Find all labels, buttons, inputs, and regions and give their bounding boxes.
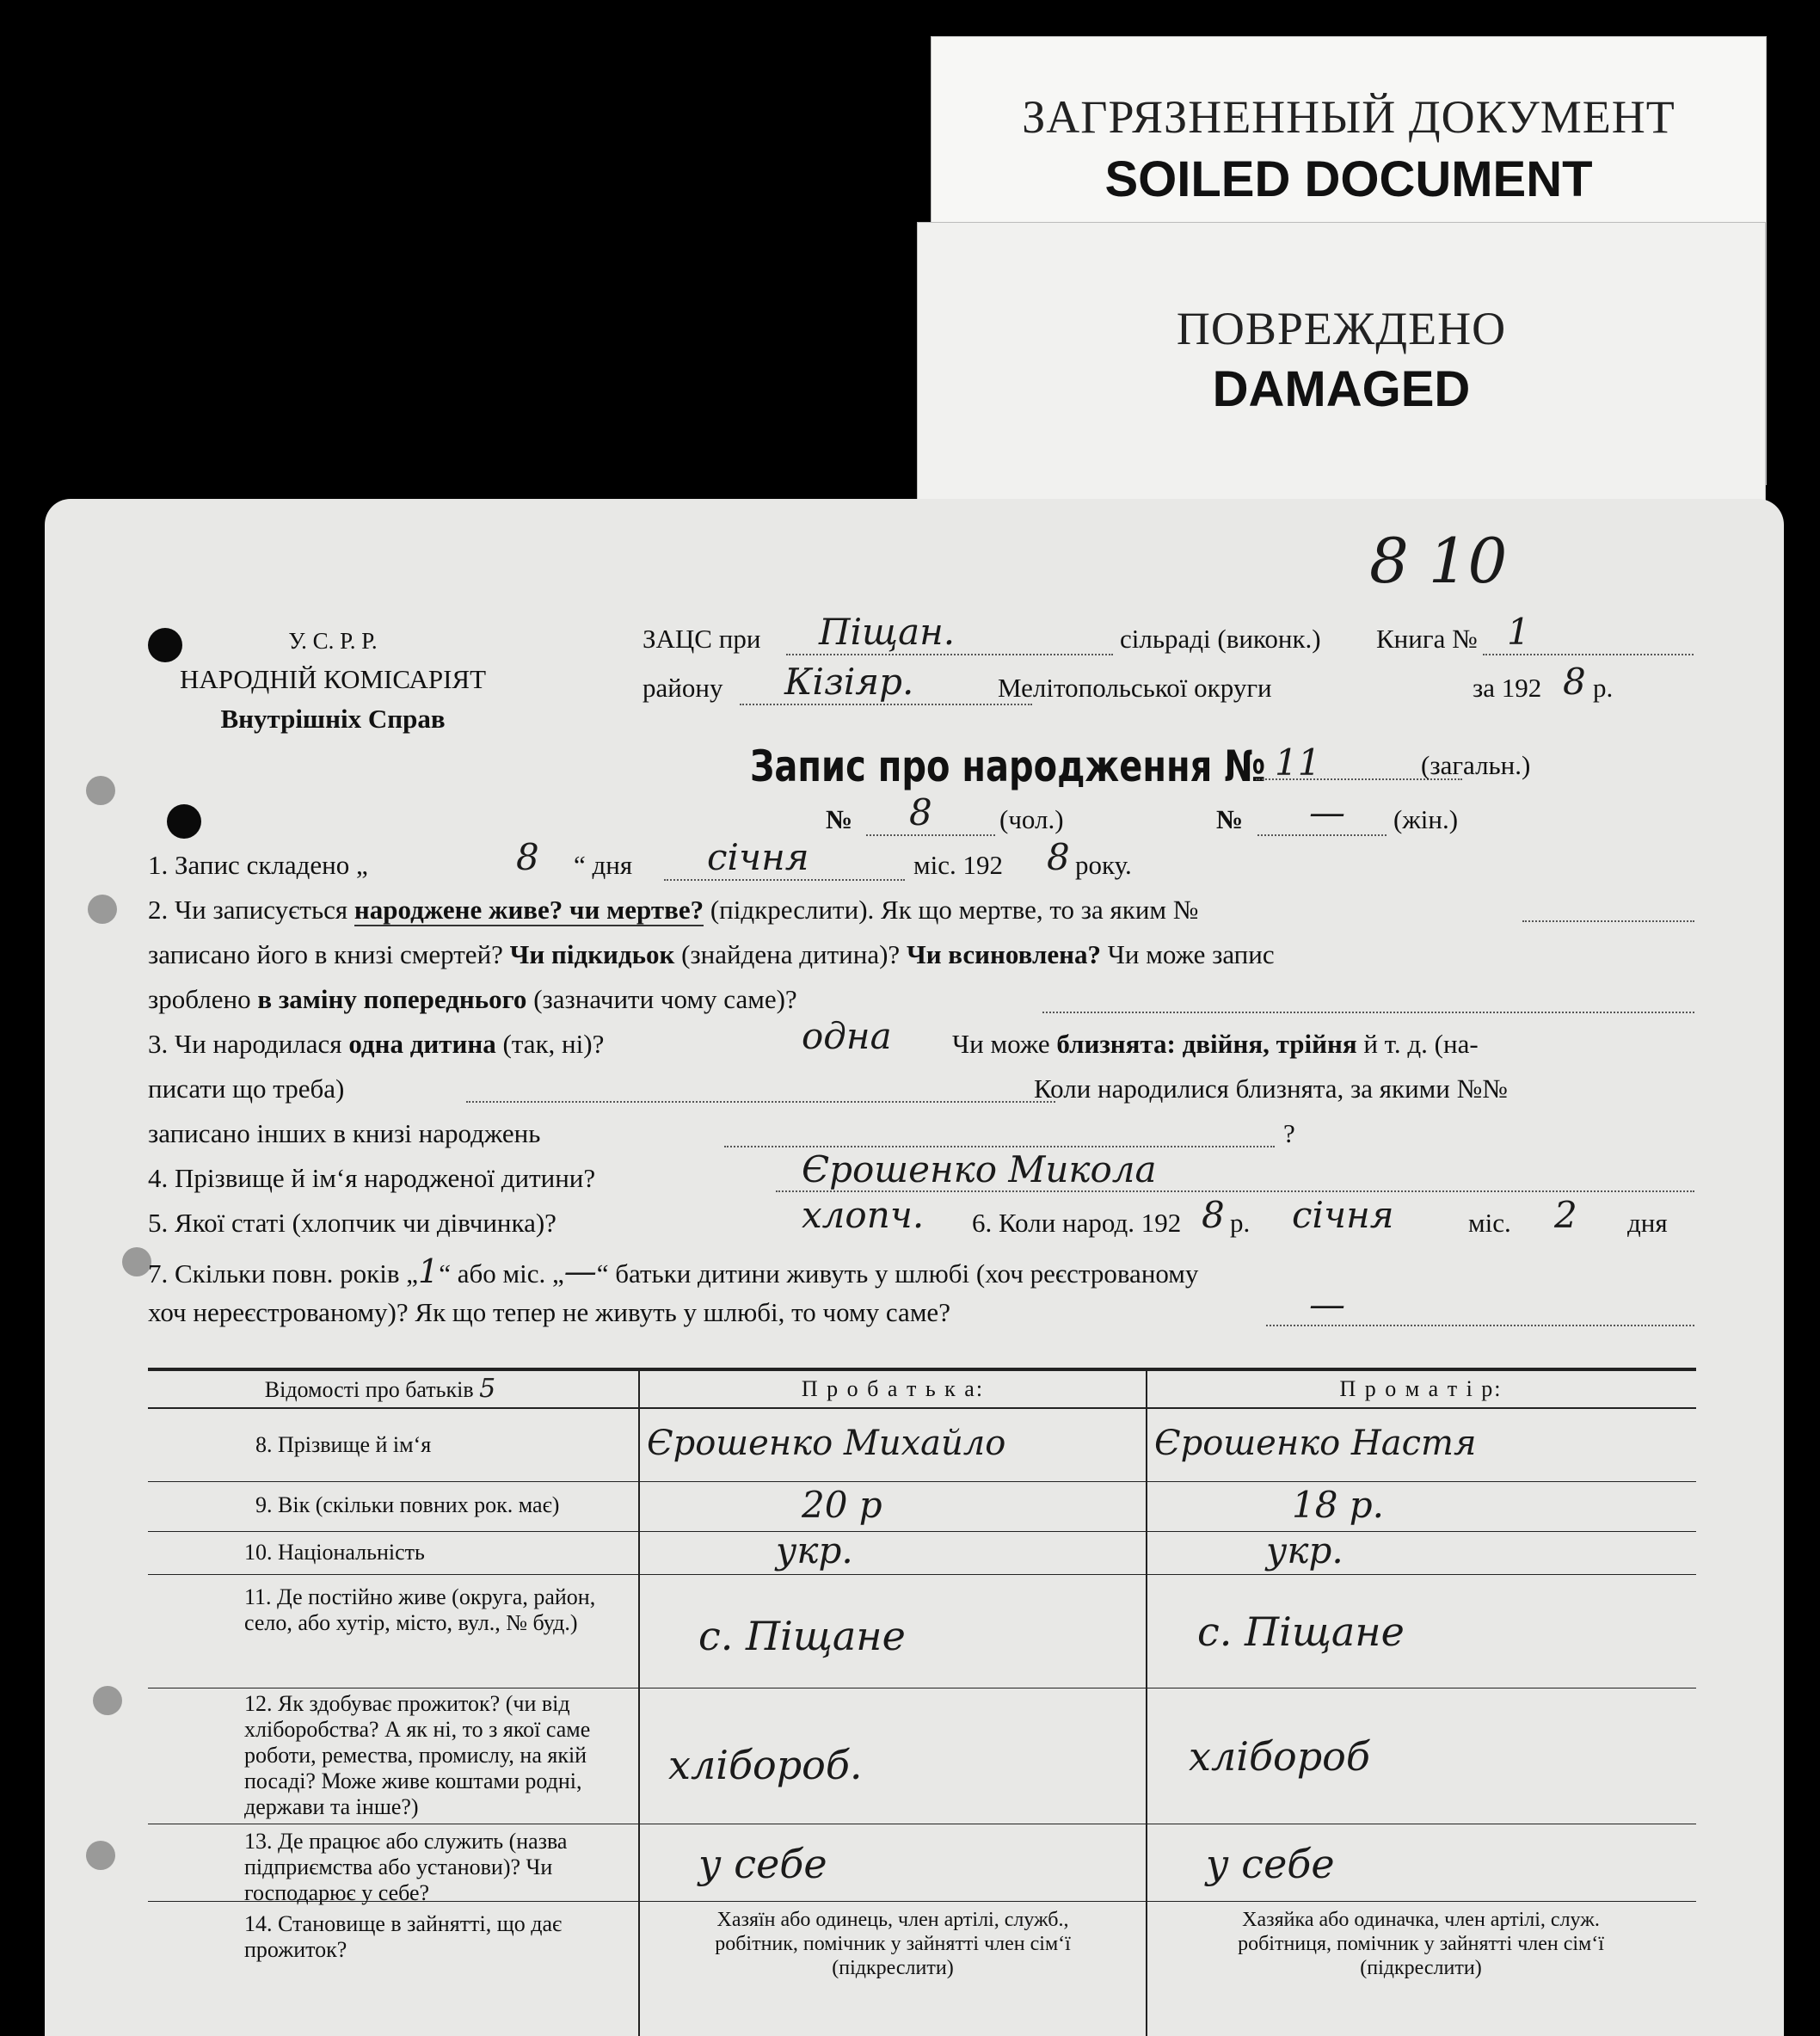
q6-day: 2 <box>1554 1194 1577 1236</box>
father-residence: с. Піщане <box>698 1613 906 1659</box>
q4-label: 4. Прізвище й ім‘я народженої дитини? <box>148 1163 596 1193</box>
father-occupation-options: Хазяїн або одинець, член артілі, служб., робітник, помічник у зайнятті член сім‘ї (підкреслити) <box>715 1909 1071 1979</box>
birth-record-form <box>45 499 1784 2036</box>
father-age: 20 р <box>802 1484 882 1526</box>
father-nationality: укр. <box>776 1529 853 1572</box>
mother-age: 18 р. <box>1292 1484 1385 1526</box>
record-title: Запис про народження № <box>750 741 1266 791</box>
okrug-label: Мелітопольської округи <box>998 673 1272 703</box>
mother-name: Єрошенко Настя <box>1154 1424 1477 1463</box>
q1-mid: “ дня <box>574 850 633 880</box>
father-workplace: у себе <box>698 1841 827 1887</box>
row-label-occupation-status: 14. Становище в зайнятті, що дає прожиток? <box>244 1911 563 1962</box>
soiled-label-ru: ЗАГРЯЗНЕННЫЙ ДОКУМЕНТ <box>1022 91 1676 143</box>
stain <box>86 776 115 805</box>
general-label: (загальн.) <box>1421 750 1531 780</box>
q3-line1a: 3. Чи народилася одна дитина (так, ні)? <box>148 1029 605 1059</box>
male-number-sign: № <box>826 804 853 834</box>
q6-year: 8 <box>1202 1194 1225 1236</box>
stain <box>122 1247 151 1276</box>
row-label-workplace: 13. Де працює або служить (назва підприємства або установи)? Чи господарює у себе? <box>244 1829 568 1905</box>
punch-hole <box>148 628 182 662</box>
q3-line2b: Коли народилися близнята, за якими №№ <box>1034 1073 1508 1104</box>
department-label: Внутрішніх Справ <box>220 704 446 734</box>
q3-line3b: ? <box>1283 1118 1295 1148</box>
row-label-nationality: 10. Національність <box>244 1540 425 1565</box>
col-header-parents: Відомості про батьків 5 <box>264 1374 496 1404</box>
q7-line2-value: — <box>1309 1283 1345 1326</box>
stain <box>88 895 117 924</box>
q3-line2a: писати що треба) <box>148 1073 345 1104</box>
q4-value: Єрошенко Микола <box>802 1148 1157 1190</box>
q3-answer: одна <box>802 1015 892 1057</box>
q6-mis: міс. <box>1468 1208 1511 1238</box>
row-label-age: 9. Вік (скільки повних рок. має) <box>255 1492 560 1517</box>
mother-occupation-options: Хазяйка або одиначка, член артілі, служ. робітниця, помічник у зайнятті член сім‘ї (підкреслити) <box>1238 1909 1604 1979</box>
soiled-label-en: SOILED DOCUMENT <box>1104 151 1593 207</box>
zags-value: Піщан. <box>819 611 956 653</box>
archive-number: 8 10 <box>1369 525 1508 597</box>
book-value: 1 <box>1507 611 1530 653</box>
mother-nationality: укр. <box>1266 1529 1343 1572</box>
q3-line3a: записано інших в книзі народжень <box>148 1118 541 1148</box>
year-suffix: р. <box>1593 673 1614 703</box>
year-label: за 192 <box>1473 673 1542 703</box>
council-label: сільраді (виконк.) <box>1120 624 1321 654</box>
q2-line2: записано його в книзі смертей? Чи підкидьок (знайдена дитина)? Чи всиновлена? Чи може запис <box>148 939 1275 969</box>
q1-year: 8 <box>1047 836 1070 878</box>
damaged-label-en: DAMAGED <box>1212 361 1471 417</box>
female-label: (жін.) <box>1393 804 1459 834</box>
q3-line1b: Чи може близнята: двійня, трійня й т. д. (на- <box>952 1029 1479 1059</box>
q2-line1: 2. Чи записується народжене живе? чи мертве? (підкреслити). Як що мертве, то за яким № <box>148 895 1199 925</box>
book-label: Книга № <box>1376 624 1478 654</box>
damaged-label-ru: ПОВРЕЖДЕНО <box>1176 303 1507 354</box>
stain <box>86 1841 115 1870</box>
punch-hole <box>167 804 201 839</box>
zags-label: ЗАЦС при <box>643 624 761 654</box>
q5-value: хлопч. <box>802 1194 925 1236</box>
col-header-father: П р о б а т ь к а: <box>801 1376 985 1401</box>
commissariat-label: НАРОДНІЙ КОМІСАРІЯТ <box>179 664 487 694</box>
q6-suffix: дня <box>1627 1208 1668 1238</box>
stain <box>93 1686 122 1715</box>
mother-workplace: у себе <box>1206 1841 1335 1887</box>
q1-month: січня <box>707 836 809 878</box>
q7-line1: 7. Скільки повн. років „1“ або міс. „—“ батьки дитини живуть у шлюбі (хоч реєстрованому <box>148 1252 1199 1290</box>
q1-label: 1. Запис складено „ <box>148 850 368 880</box>
mother-residence: с. Піщане <box>1197 1609 1405 1655</box>
female-number: — <box>1309 791 1345 833</box>
q1-suffix: року. <box>1075 850 1132 880</box>
q6-r: р. <box>1230 1208 1251 1238</box>
district-label: району <box>643 673 723 703</box>
year-value: 8 <box>1563 661 1586 703</box>
male-number: 8 <box>909 791 932 833</box>
father-livelihood: хлібороб. <box>668 1742 863 1788</box>
row-label-livelihood: 12. Як здобуває прожиток? (чи від хліборобства? А як ні, то з якої саме роботи, ремества, промислу, на якій посаді? Може живе коштами родні, держави та інше?) <box>244 1691 591 1819</box>
q1-day: 8 <box>516 836 539 878</box>
female-number-sign: № <box>1216 804 1244 834</box>
damaged-notice-label <box>917 222 1766 507</box>
father-name: Єрошенко Михайло <box>647 1424 1006 1463</box>
row-label-residence: 11. Де постійно живе (округа, район, село, або хутір, місто, вул., № буд.) <box>244 1584 596 1635</box>
q6-month: січня <box>1292 1194 1394 1236</box>
district-value: Кізіяр. <box>784 661 914 703</box>
mother-livelihood: хлібороб <box>1189 1733 1370 1780</box>
q5-label: 5. Якої статі (хлопчик чи дівчинка)? <box>148 1208 556 1238</box>
male-label: (чол.) <box>999 804 1064 834</box>
q6-label: 6. Коли народ. 192 <box>972 1208 1182 1238</box>
republic-label: У. С. Р. Р. <box>288 628 378 654</box>
row-label-name: 8. Прізвище й ім‘я <box>255 1432 432 1457</box>
q1-year-label: міс. 192 <box>913 850 1003 880</box>
general-number: 11 <box>1275 741 1321 784</box>
q2-line3: зроблено в заміну попереднього (зазначити чому саме)? <box>148 984 797 1014</box>
q7-line2: хоч нереєстрованому)? Як що тепер не живуть у шлюбі, то чому саме? <box>148 1297 950 1327</box>
col-header-mother: П р о м а т і р: <box>1339 1376 1503 1401</box>
